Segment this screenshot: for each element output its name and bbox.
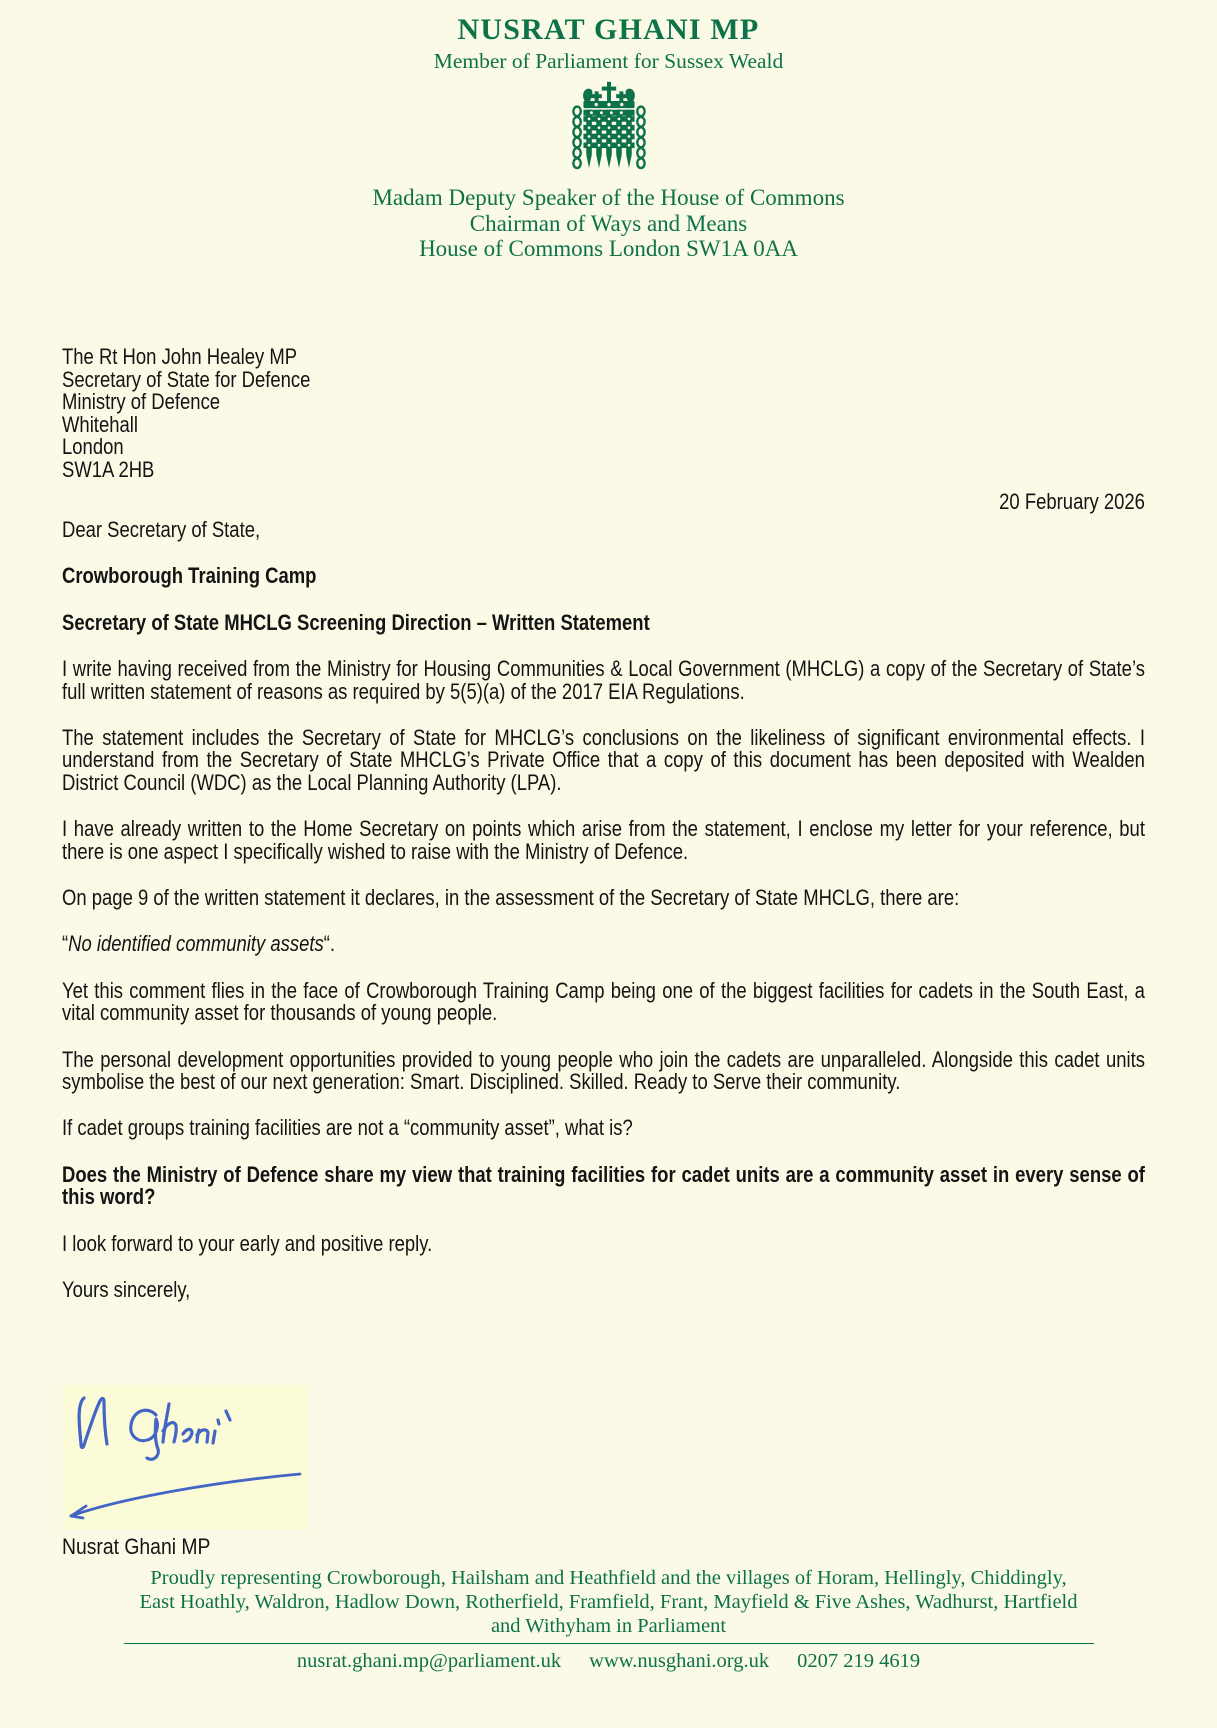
recipient-line: The Rt Hon John Healey MP: [62, 344, 298, 369]
paragraph: Yet this comment flies in the face of Crowborough Training Camp being one of the biggest facilities for cadets in the South East, a vital community asset for thousands of young people.: [62, 977, 1145, 1026]
footer-constituency-line: and Withyham in Parliament: [490, 1615, 727, 1637]
footer-email: nusrat.ghani.mp@parliament.uk: [296, 1650, 562, 1672]
letter-date: 20 February 2026: [999, 488, 1145, 514]
quote-close-mark: “.: [323, 931, 336, 957]
signature-patch: [63, 1385, 307, 1530]
mp-role-subheading: Member of Parliament for Sussex Weald: [433, 49, 784, 73]
footer-phone: 0207 219 4619: [797, 1650, 921, 1672]
paragraph: If cadet groups training facilities are not a “community asset”, what is?: [62, 1115, 633, 1141]
paragraph: I have already written to the Home Secretary on points which arise from the statement, I enclose my letter for your reference, but there is one aspect I specifically wished to raise with the Ministry of Defence.: [62, 816, 1145, 864]
footer: [0, 1566, 1217, 1673]
valediction: Yours sincerely,: [62, 1277, 191, 1303]
quote-text: No identified community assets: [68, 931, 324, 957]
footer-constituency-line: East Hoathly, Waldron, Hadlow Down, Rotherfield, Framfield, Frant, Mayfield & Five Ashes, Wadhurst, Hartfield: [139, 1591, 1078, 1613]
recipient-address: [62, 346, 1145, 482]
quoted-statement: [62, 933, 1145, 955]
mp-name-heading: NUSRAT GHANI MP: [457, 13, 760, 46]
bold-question-paragraph: Does the Ministry of Defence share my view that training facilities for cadet units are a community asset in every sense of this word?: [62, 1161, 1145, 1210]
letterhead-office-lines: [0, 185, 1217, 262]
letterhead-line: Madam Deputy Speaker of the House of Commons: [372, 185, 845, 210]
recipient-line: SW1A 2HB: [62, 456, 155, 482]
paragraph: I look forward to your early and positive reply.: [62, 1230, 433, 1256]
recipient-line: Secretary of State for Defence: [62, 366, 311, 392]
paragraph: I write having received from the Ministry for Housing Communities & Local Government (MHCLG) a copy of the Secretary of State’s full written statement of reasons as required by 5(5)(a) of the 2017 EIA Regulations.: [62, 656, 1145, 704]
footer-constituency-line: Proudly representing Crowborough, Hailsham and Heathfield and the villages of Horam, Hellingly, Chiddingly,: [150, 1567, 1067, 1589]
paragraph: The statement includes the Secretary of State for MHCLG’s conclusions on the likeliness of significant environmental effects. I understand from the Secretary of State MHCLG’s Private Office that a copy of this document has been deposited with Wealden District Council (WDC) as the Local Planning Authority (LPA).: [62, 725, 1145, 795]
signer-name: Nusrat Ghani MP: [62, 1534, 211, 1559]
quote-open-mark: “: [62, 931, 69, 957]
recipient-line: London: [62, 434, 124, 460]
salutation: Dear Secretary of State,: [62, 516, 261, 542]
footer-contact-line: [0, 1649, 1217, 1673]
footer-website: www.nusghani.org.uk: [589, 1650, 770, 1672]
subject-line-2: Secretary of State MHCLG Screening Direction – Written Statement: [62, 609, 650, 635]
letterhead: [0, 0, 1217, 262]
footer-divider: [124, 1643, 1094, 1644]
letterhead-line: House of Commons London SW1A 0AA: [419, 236, 798, 261]
paragraph: The personal development opportunities provided to young people who join the cadets are unparalleled. Alongside this cadet units symbolise the best of our next generation: Smart. Disciplined. Skilled. Ready to Serve their community.: [62, 1046, 1145, 1095]
recipient-line: Whitehall: [62, 411, 138, 437]
portcullis-crest-icon: [0, 81, 1217, 180]
paragraph: On page 9 of the written statement it declares, in the assessment of the Secretary of State MHCLG, there are:: [62, 885, 960, 911]
letter-body: [62, 346, 1145, 1326]
letterhead-line: Chairman of Ways and Means: [469, 210, 748, 236]
subject-line-1: Crowborough Training Camp: [62, 563, 317, 589]
signature-handwriting: [63, 1385, 307, 1530]
recipient-line: Ministry of Defence: [62, 389, 221, 415]
